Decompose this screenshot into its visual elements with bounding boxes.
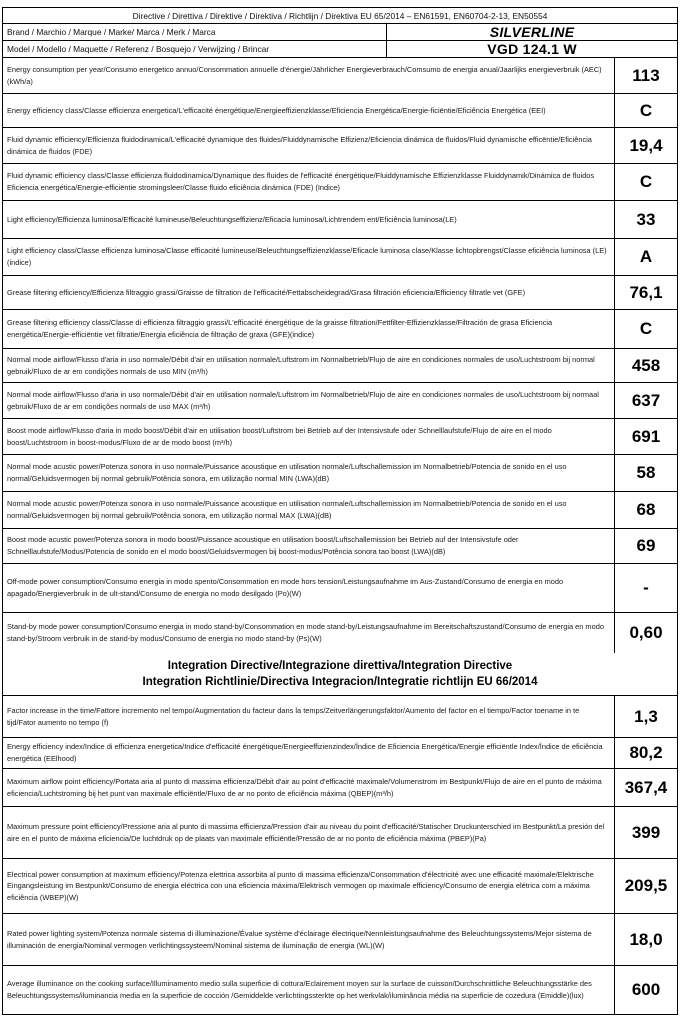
table-row-grease-filtering-efficiency-class bbox=[3, 310, 677, 349]
model-label: Model / Modello / Maquette / Referenz / Bosquejo / Verwijzing / Brincar bbox=[3, 41, 387, 57]
directive-header-text: Directive / Direttiva / Direktive / Direktiva / Richtlijn / Direktiva EU 65/2014 – EN61591, EN60704-2-13, EN50554 bbox=[132, 10, 548, 21]
rows-after-section bbox=[3, 696, 677, 1014]
row-value: 1,3 bbox=[634, 706, 658, 726]
row-label: Rated power lighting system/Potenza normale sistema di illuminazione/Évalue système d'éclairage électrique/Nennleistungsaufnahme des Beleuchtungssystems/Mejor sistema de illuminación de energia/Nominal vermogen verlichtingssysteem/Nominal sistema de iluminação de energia (WL)(W) bbox=[3, 914, 615, 965]
rows-before-section bbox=[3, 58, 677, 653]
row-label: Boost mode airflow/Flusso d'aria in modo boost/Débit d'air en utilisation boost/Luftstrom bei Betrieb auf der Intensivstufe oder Schnelllaufstufe/Flujo de aire en el modo boost/Luchtstroom in boost-modus/Fluxo de ar de modo boost (m³/h) bbox=[3, 419, 615, 454]
table-row-fluid-dynamic-efficiency bbox=[3, 128, 677, 164]
table-row-normal-mode-acustic-power-min bbox=[3, 455, 677, 492]
table-row-off-mode-power-consumption bbox=[3, 564, 677, 613]
row-value: 33 bbox=[636, 209, 656, 229]
row-label: Grease filtering efficiency class/Classe di efficienza filtraggio grassi/L'efficacité énergétique de la graisse filtration/Fettfilter-Effizienzklasse/Filtración de grasa Eficiencia energética/Energie-efficiëntie vet filtratie/Energia eficiência de filtração de graxa (GFE)(indice) bbox=[3, 310, 615, 348]
table-row-grease-filtering-efficiency bbox=[3, 276, 677, 310]
integration-directive-header bbox=[3, 653, 677, 696]
row-label: Energy efficiency index/Indice di efficienza energetica/Indice d'efficacité énergétique/Energieeffizienzindex/Índice de Eficiencia Energética/Energie efficiëntle Index/Índice de eficiência energética (EElhood) bbox=[3, 738, 615, 768]
row-label: Normal mode acustic power/Potenza sonora in uso normale/Puissance acoustique en utilisation normale/Luftschallemission im Normalbetrieb/Potencia de sonido en el uso normal/Geluidsvermogen bij normal gebruik/Potência sonora, em utilização normal MAX (LWA)(dB) bbox=[3, 492, 615, 528]
table-row-electrical-power-consumption-max-efficiency bbox=[3, 859, 677, 914]
row-label: Stand-by mode power consumption/Consumo energia in modo stand-by/Consommation en mode stand-by/Leistungsaufnahme im Bereitschaftszustand/Consumo de energia en modo stand-by/Stroom verbruik in de stand-by modus/Consumo de energia no modo stand-by (Ps)(W) bbox=[3, 613, 615, 653]
row-value: 113 bbox=[632, 65, 660, 85]
table-row-boost-mode-airflow bbox=[3, 419, 677, 455]
brand-value: SILVERLINE bbox=[489, 24, 575, 40]
row-label: Electrical power consumption at maximum efficiency/Potenza elettrica assorbita al punto di massima efficienza/Consommation d'électricité avec une efficacité maximale/Elektrische Eingangsleistung im Bestpunkt/Consumo de energia eléctrica con una eficiencia máxima/Elektrisch vermogen op maximale efficiency/Consumo de energia elétrica com a máxima eficiência (WBEP)(W) bbox=[3, 859, 615, 913]
row-value: 691 bbox=[631, 426, 661, 446]
integration-directive-line2: Integration Richtlinie/Directiva Integracion/Integratie richtlijn EU 66/2014 bbox=[142, 676, 538, 688]
row-value: 68 bbox=[636, 500, 656, 519]
table-row-normal-mode-acustic-power-max bbox=[3, 492, 677, 529]
spec-table bbox=[2, 7, 678, 1015]
model-row bbox=[3, 41, 677, 58]
table-row-factor-increase-in-time bbox=[3, 696, 677, 738]
row-label: Energy efficiency class/Classe efficienza energetica/L'efficacité énergétique/Energieeffizienzklasse/Eficiencia Energética/Energie-ficiëntie/Eficiência Energética (EEI) bbox=[3, 94, 615, 127]
table-row-normal-mode-airflow-min bbox=[3, 349, 677, 383]
row-label: Energy consumption per year/Consumo energetico annuo/Consommation annuelle d'énergie/Jährlicher Energieverbrauch/Comsumo de energia anual/Jaarlijks energieverbruik (AEC)(kWh/a) bbox=[3, 58, 615, 93]
row-value: 209,5 bbox=[624, 876, 668, 895]
directive-header-row bbox=[3, 8, 677, 24]
brand-label: Brand / Marchio / Marque / Marke/ Marca / Merk / Marca bbox=[3, 24, 387, 40]
row-value: 0,60 bbox=[629, 623, 663, 642]
table-row-maximum-airflow-point-efficiency bbox=[3, 769, 677, 807]
row-label: Average illuminance on the cooking surface/Illuminamento medio sulla superficie di cottura/Eclairement moyen sur la surface de cuisson/Durchschnittliche Beleuchtungsstärke des Beleuchtungssystems/iluminancia media en la superficie de cocción /Gemiddelde verlichtingssterkte op het werkvlak/iluminância média na superficie de cozedura (Emiddle)(lux) bbox=[3, 966, 615, 1014]
row-label: Maximum pressure point efficiency/Pressione aria al punto di massima efficienza/Pression d'air au niveau du point d'efficacité/Statischer Druckunterschied im Bestpunkt/La presión del aire en el punto de máxima eficiencia/De luchtdruk op de plaats van maximale efficiëntle/Pressão de ar no ponto de eficiência máxima (PBEP)(Pa) bbox=[3, 807, 615, 858]
row-value: 18,0 bbox=[629, 929, 663, 949]
table-row-light-efficiency-class bbox=[3, 239, 677, 276]
row-label: Light efficiency/Efficienza luminosa/Efficacité lumineuse/Beleuchtungseffizienz/Eficacia luminosa/Lichtrendem ent/Eficiência luminosa(LE) bbox=[3, 201, 615, 238]
row-label: Normal mode airflow/Flusso d'aria in uso normale/Débit d'air en utilisation normale/Luftstrom im Normalbetrieb/Flujo de aire en condiciones normales de uso/Luchtstroom bij normal gebruik/Fluxo de ar em condições normals de uso MIN (m³/h) bbox=[3, 349, 615, 382]
table-row-normal-mode-airflow-max bbox=[3, 383, 677, 419]
row-value: 76,1 bbox=[629, 282, 663, 302]
row-label: Fluid dynamic efficiency/Efficienza fluidodinamica/L'efficacité dynamique des fluides/Fluiddynamische Effizienz/Eficiencia dinámica de fluidos/Fluid dynamische efficëntie/Eficiência dinámica de fluidos (FDE) bbox=[3, 128, 615, 163]
table-row-rated-power-lighting-system bbox=[3, 914, 677, 966]
row-value: A bbox=[639, 247, 653, 266]
row-value: 399 bbox=[631, 822, 661, 842]
table-row-energy-efficiency-class bbox=[3, 94, 677, 128]
row-value: 19,4 bbox=[629, 135, 663, 155]
table-row-average-illuminance-cooking-surface bbox=[3, 966, 677, 1014]
row-label: Normal mode airflow/Flusso d'aria in uso normale/Débit d'air en utilisation normale/Luftstrom im Normalbetrieb/Flujo de aire en condiciones normales de uso/Luchtstroom bij normaal gebruik/Fluxo de ar em condições normals de uso MAX (m³/h) bbox=[3, 383, 615, 418]
row-label: Factor increase in the time/Fattore incremento nel tempo/Augmentation du facteur dans la temps/Zeitverlängerungsfaktor/Aumento del factor en el tiempo/Factor toename in te tijd/Fator aumento no tempo (f) bbox=[3, 696, 615, 737]
row-value: 637 bbox=[631, 390, 661, 410]
table-row-standby-mode-power-consumption bbox=[3, 613, 677, 653]
row-value: 367,4 bbox=[624, 777, 668, 797]
row-value: C bbox=[639, 100, 653, 120]
table-row-energy-consumption-per-year bbox=[3, 58, 677, 94]
row-value: - bbox=[643, 578, 649, 597]
row-value: 458 bbox=[631, 355, 661, 375]
row-value: C bbox=[639, 319, 653, 338]
row-label: Grease filtering efficiency/Efficienza filtraggio grassi/Graisse de filtration de l'efficacité/Fettabscheidegrad/Grasa filtración eficiencia/Efficiency filtratle vet (GFE) bbox=[3, 276, 615, 309]
row-label: Light efficiency class/Classe efficienza luminosa/Classe efficacité lumineuse/Beleuchtungseffizienzklasse/Eficacle luminosa clase/Klasse lichtopbrengst/Classe eficiência luminosa (LE)(indice) bbox=[3, 239, 615, 275]
row-label: Normal mode acustic power/Potenza sonora in uso normale/Puissance acoustique en utilisation normale/Luftschallemission im Normalbetrieb/Potencia de sonido en el uso normal/Geluidsvermogen bij normal gebruik/Potência sonora, em utilização normal MIN (LWA)(dB) bbox=[3, 455, 615, 491]
row-label: Fluid dynamic efficiency class/Classe efficienza fluidodinamica/Dynamique des fluides de l'efficacité énergétique/Fluiddynamische Effizienzklasse Fluiddynamik/Dinámica de fluidos Eficiencia energética/Energie-efficiëntie stromingsleer/Classe fluido eficiência dinámica (FDE) (Indice) bbox=[3, 164, 615, 200]
row-value: C bbox=[639, 172, 653, 191]
table-row-fluid-dynamic-efficiency-class bbox=[3, 164, 677, 201]
integration-directive-line1: Integration Directive/Integrazione direttiva/Integration Directive bbox=[167, 659, 513, 672]
row-value: 80,2 bbox=[629, 743, 663, 762]
row-label: Boost mode acustic power/Potenza sonora in modo boost/Puissance acoustique en utilisation boost/Luftschallemission bei Betrieb auf der Intensivstufe oder Schnelllaufstufe/Modus/Potencia de sonido en el modo boost/Geluidsvermogen bij boost-modus/Potência sonora tao boost (LWA)(dB) bbox=[3, 529, 615, 563]
row-label: Maximum airflow point efficiency/Portata aria al punto di massima efficienza/Débit d'air au point d'efficacité maximale/Volumenstrom im Bestpunkt/Flujo de aire en el punto de máxima eficiencia/Luchtstroming bij het punt van maximale efficiëntle/Fluxo de ar no ponto de eficiência máxima (QBEP)(m³/h) bbox=[3, 769, 615, 806]
row-value: 69 bbox=[636, 536, 656, 555]
table-row-energy-efficiency-index bbox=[3, 738, 677, 769]
table-row-maximum-pressure-point-efficiency bbox=[3, 807, 677, 859]
table-row-boost-mode-acustic-power bbox=[3, 529, 677, 564]
row-value: 600 bbox=[631, 980, 661, 999]
row-value: 58 bbox=[636, 463, 656, 482]
table-row-light-efficiency bbox=[3, 201, 677, 239]
brand-row bbox=[3, 24, 677, 41]
model-value: VGD 124.1 W bbox=[487, 41, 577, 57]
row-label: Off-mode power consumption/Consumo energia in modo spento/Consommation en mode hors tension/Leistungsaufnahme im Aus-Zustand/Consumo de energia en modo apagado/Energieverbruik in de ult-stand/Consumo de energia no modo desilgado (Po)(W) bbox=[3, 564, 615, 612]
